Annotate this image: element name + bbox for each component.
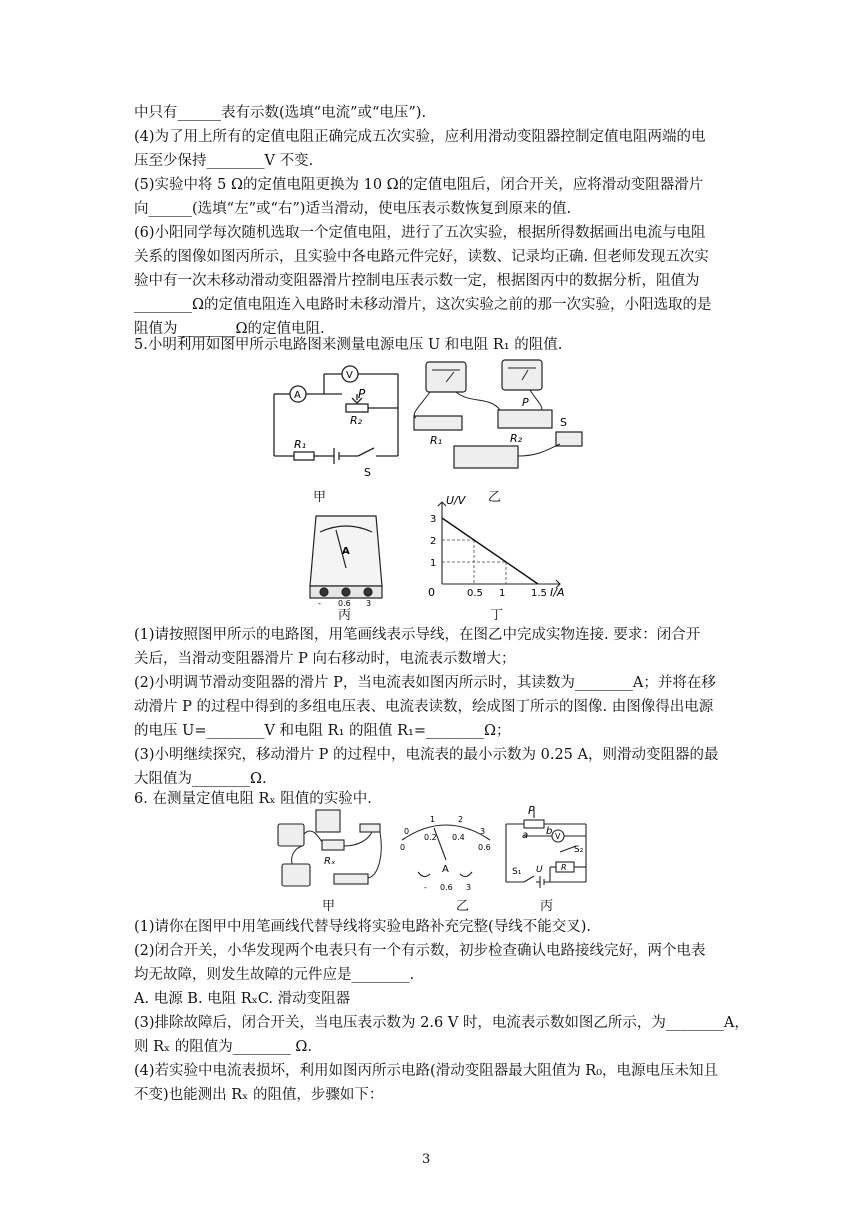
text-line: (4)为了用上所有的定值电阻正确完成五次实验，应利用滑动变阻器控制定值电阻两端的电	[134, 129, 706, 145]
text-line: (5)实验中将 5 Ω的定值电阻更换为 10 Ω的定值电阻后，闭合开关，应将滑动变阻器滑片	[134, 177, 704, 193]
figure-caption: 甲	[313, 490, 327, 505]
end-b-label: b	[546, 826, 553, 837]
source-u-label: U	[536, 865, 543, 875]
choice-options: A. 电源 B. 电阻 RₓC. 滑动变阻器	[134, 991, 351, 1007]
figure-5-yi-apparatus	[410, 356, 590, 486]
figure-6-bing-circuit	[500, 804, 592, 890]
text-line: (3)小明继续探究，移动滑片 P 的过程中，电流表的最小示数为 0.25 A，则滑动变阻器的最	[134, 747, 719, 763]
ammeter-symbol: A	[294, 390, 301, 401]
y-tick-label: 1	[430, 558, 437, 569]
switch-label: S	[364, 466, 371, 479]
text-line: 压至少保持________V 不变.	[134, 153, 314, 169]
scale-bottom-label: 0.2	[424, 833, 437, 842]
terminal-label: -	[318, 599, 321, 606]
text-line: (1)请你在图甲中用笔画线代替导线将实验电路补充完整(导线不能交叉).	[134, 919, 591, 935]
question-6-stem: 6. 在测量定值电阻 Rₓ 阻值的实验中.	[134, 791, 372, 807]
y-tick-label: 3	[430, 514, 437, 525]
text-line: (4)若实验中电流表损坏，利用如图丙所示电路(滑动变阻器最大阻值为 R₀，电源电压未知且	[134, 1063, 719, 1079]
meter-unit: A	[342, 546, 350, 557]
terminal-label: 3	[366, 599, 372, 606]
text-line: (1)请按照图甲所示的电路图，用笔画线表示导线，在图乙中完成实物连接. 要求：闭合开	[134, 627, 701, 643]
end-a-label: a	[522, 830, 529, 841]
figure-caption: 乙	[456, 899, 470, 914]
text-line: 阻值为________Ω的定值电阻.	[134, 321, 325, 337]
scale-top-label: 0	[404, 827, 410, 836]
text-line: 的电压 U=________V 和电阻 R₁ 的阻值 R₁=________Ω；	[134, 723, 511, 739]
text-line: 向______(选填“左”或“右”)适当滑动，使电压表示数恢复到原来的值.	[134, 201, 572, 217]
y-tick-label: 2	[430, 536, 437, 547]
y-axis-label: U/V	[446, 494, 466, 507]
text-line: 大阻值为________Ω.	[134, 771, 267, 787]
figure-5-jia-circuit	[262, 364, 402, 484]
text-line: 动滑片 P 的过程中得到的多组电压表、电流表读数，绘成图丁所示的图像. 由图像得出电源	[134, 699, 714, 715]
text-line: 则 Rₓ 的阻值为________ Ω.	[134, 1039, 313, 1055]
voltmeter-symbol: V	[346, 370, 353, 381]
scale-bottom-label: 0.6	[478, 843, 491, 852]
meter-unit: A	[442, 864, 449, 875]
question-5-stem: 5.小明利用如图甲所示电路图来测量电源电压 U 和电阻 R₁ 的阻值.	[134, 337, 563, 353]
figure-caption: 丙	[338, 608, 352, 623]
x-tick-label: 1	[499, 588, 506, 599]
terminal-label: -	[424, 883, 427, 892]
text-line: (2)小明调节滑动变阻器的滑片 P，当电流表如图丙所示时，其读数为________A；并将在移	[134, 675, 716, 691]
r2-label: R₂	[510, 432, 523, 445]
figure-5-ding-graph	[420, 494, 570, 604]
text-line: 关后，当滑动变阻器滑片 P 向右移动时，电流表示数增大；	[134, 651, 516, 667]
terminal-label: 0.6	[440, 883, 453, 892]
r2-label: R₂	[350, 414, 363, 427]
origin-label: 0	[428, 586, 435, 599]
voltmeter-symbol: V	[555, 832, 561, 841]
figure-6-jia-apparatus	[272, 806, 390, 896]
text-line: 中只有______表有示数(选填“电流”或“电压”).	[134, 105, 427, 121]
scale-bottom-label: 0.4	[452, 833, 465, 842]
figure-caption: 丁	[490, 608, 504, 623]
text-line: (3)排除故障后，闭合开关，当电压表示数为 2.6 V 时，电流表示数如图乙所示，为________A，	[134, 1015, 749, 1031]
series-line	[442, 518, 538, 584]
scale-bottom-label: 0	[400, 843, 406, 852]
figure-caption: 乙	[488, 490, 502, 505]
slider-label: P	[522, 396, 529, 409]
page-number: 3	[422, 1152, 431, 1167]
scale-top-label: 3	[480, 827, 486, 836]
text-line: 均无故障，则发生故障的元件应是________.	[134, 967, 415, 983]
text-line: ________Ω的定值电阻连入电路时未移动滑片，这次实验之前的那一次实验，小阳选取的是	[134, 297, 712, 313]
r1-label: R₁	[294, 438, 307, 451]
scale-top-label: 1	[430, 815, 436, 824]
figure-5-bing-ammeter	[296, 506, 392, 606]
switch-s2-label: S₂	[574, 845, 584, 855]
scale-top-label: 2	[458, 815, 464, 824]
x-axis-label: I/A	[550, 586, 565, 599]
resistor-r-label: R	[561, 863, 567, 872]
figure-6-yi-ammeter-scale	[394, 810, 498, 894]
text-line: 验中有一次未移动滑动变阻器滑片控制电压表示数一定，根据图丙中的数据分析，阻值为	[134, 273, 700, 289]
figure-caption: 丙	[540, 899, 554, 914]
text-line: 关系的图像如图丙所示，且实验中各电路元件完好，读数、记录均正确. 但老师发现五次实	[134, 249, 709, 265]
figure-caption: 甲	[322, 899, 336, 914]
x-tick-label: 1.5	[531, 588, 547, 599]
slider-label: P	[528, 804, 535, 817]
text-line: (2)闭合开关，小华发现两个电表只有一个有示数，初步检查确认电路接线完好，两个电表	[134, 943, 706, 959]
text-line: (6)小阳同学每次随机选取一个定值电阻，进行了五次实验，根据所得数据画出电流与电阻	[134, 225, 706, 241]
text-line: 不变)也能测出 Rₓ 的阻值，步骤如下：	[134, 1087, 384, 1103]
terminal-label: 3	[466, 883, 472, 892]
switch-label: S	[560, 416, 567, 429]
r1-label: R₁	[430, 434, 443, 447]
slider-label: P	[358, 387, 366, 401]
rx-label: Rₓ	[324, 856, 336, 867]
terminal-label: 0.6	[338, 599, 351, 606]
x-tick-label: 0.5	[467, 588, 483, 599]
switch-s1-label: S₁	[512, 867, 522, 877]
